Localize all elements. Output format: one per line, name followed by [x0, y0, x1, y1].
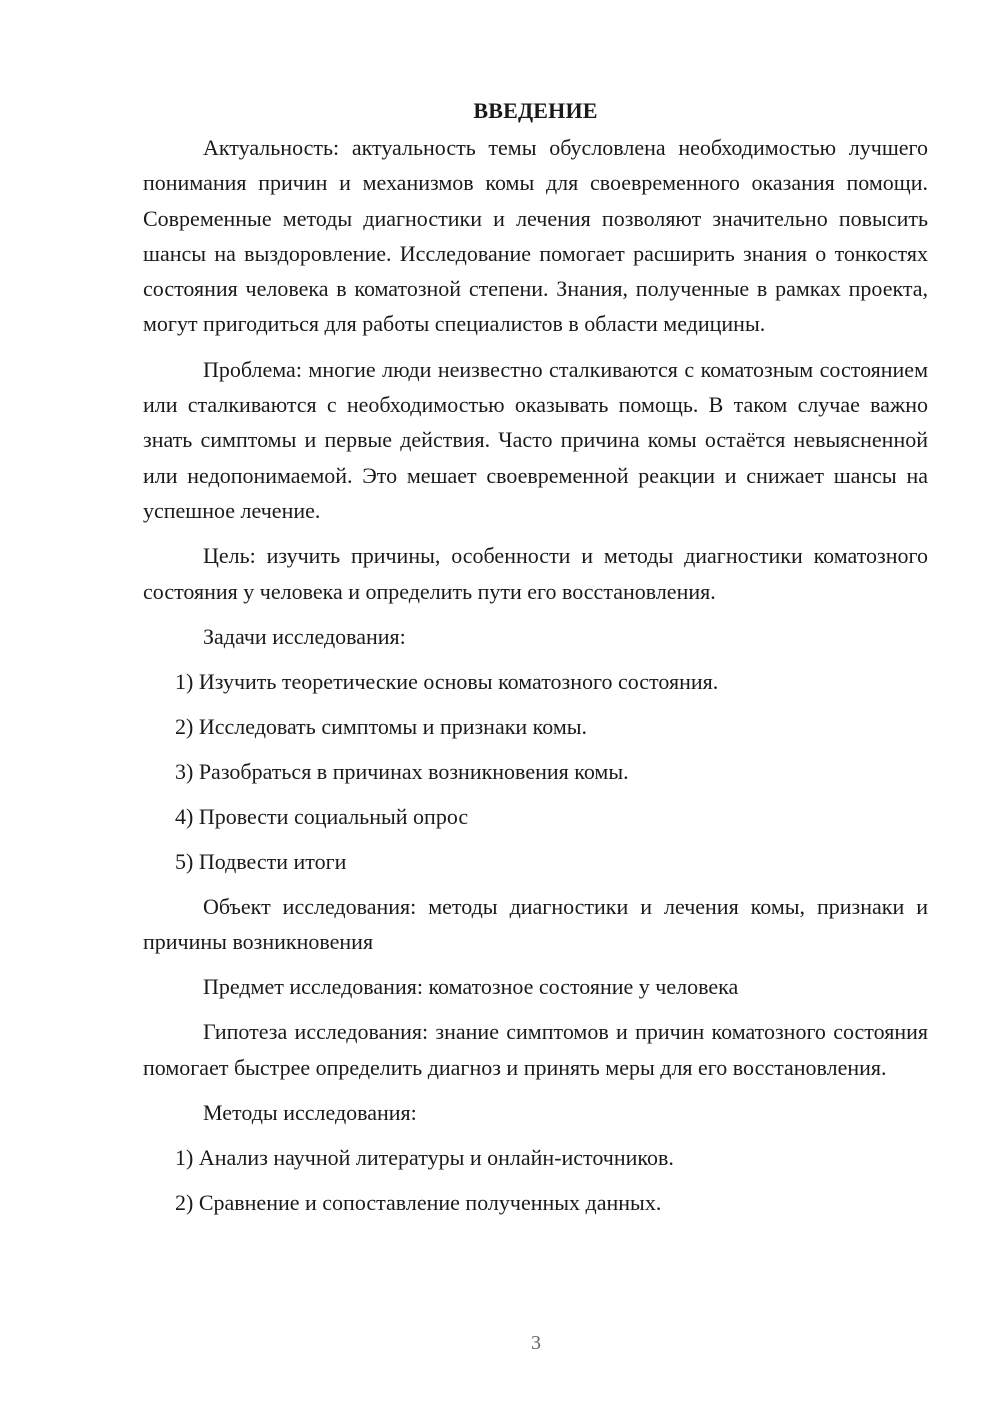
problem-paragraph: Проблема: многие люди неизвестно сталкиваются с коматозным состоянием или сталкиваются с необходимостью оказывать помощь. В таком случае важно знать симптомы и первые действия. Часто причина комы остаётся невыясненной или недопонимаемой. Это мешает своевременной реакции и снижает шансы на успешное лечение.: [143, 356, 928, 523]
section-heading: ВВЕДЕНИЕ: [473, 98, 598, 123]
list-item: 1) Анализ научной литературы и онлайн-источников.: [175, 1145, 674, 1171]
methods-list: [143, 1140, 928, 1220]
methods-title: Методы исследования:: [203, 1100, 417, 1126]
list-item: 3) Разобраться в причинах возникновения комы.: [175, 758, 629, 784]
hypothesis-paragraph: Гипотеза исследования: знание симптомов и причин коматозного состояния помогает быстрее определить диагноз и принять меры для его восстановления.: [143, 1019, 928, 1080]
list-item: 4) Провести социальный опрос: [175, 803, 469, 829]
relevance-paragraph: Актуальность: актуальность темы обусловлена необходимостью лучшего понимания причин и механизмов комы для своевременного оказания помощи. Современные методы диагностики и лечения позволяют значительно повысить шансы на выздоровление. Исследование помогает расширить знания о тонкостях состояния человека в коматозной степени. Знания, полученные в рамках проекта, могут пригодиться для работы специалистов в области медицины.: [143, 135, 928, 337]
document-page: [143, 92, 928, 1230]
object-paragraph: Объект исследования: методы диагностики и лечения комы, признаки и причины возникновения: [143, 893, 928, 955]
list-item: 5) Подвести итоги: [175, 848, 347, 874]
list-item: 2) Исследовать симптомы и признаки комы.: [175, 713, 588, 739]
tasks-title: Задачи исследования:: [203, 623, 406, 649]
subject-paragraph: Предмет исследования: коматозное состояние у человека: [203, 974, 739, 1000]
goal-paragraph: Цель: изучить причины, особенности и методы диагностики коматозного состояния у человека и определить пути его восстановления.: [143, 543, 928, 604]
page-number: 3: [531, 1332, 541, 1354]
list-item: 2) Сравнение и сопоставление полученных данных.: [175, 1190, 662, 1216]
list-item: 1) Изучить теоретические основы коматозного состояния.: [175, 668, 719, 694]
tasks-list: [143, 664, 928, 879]
